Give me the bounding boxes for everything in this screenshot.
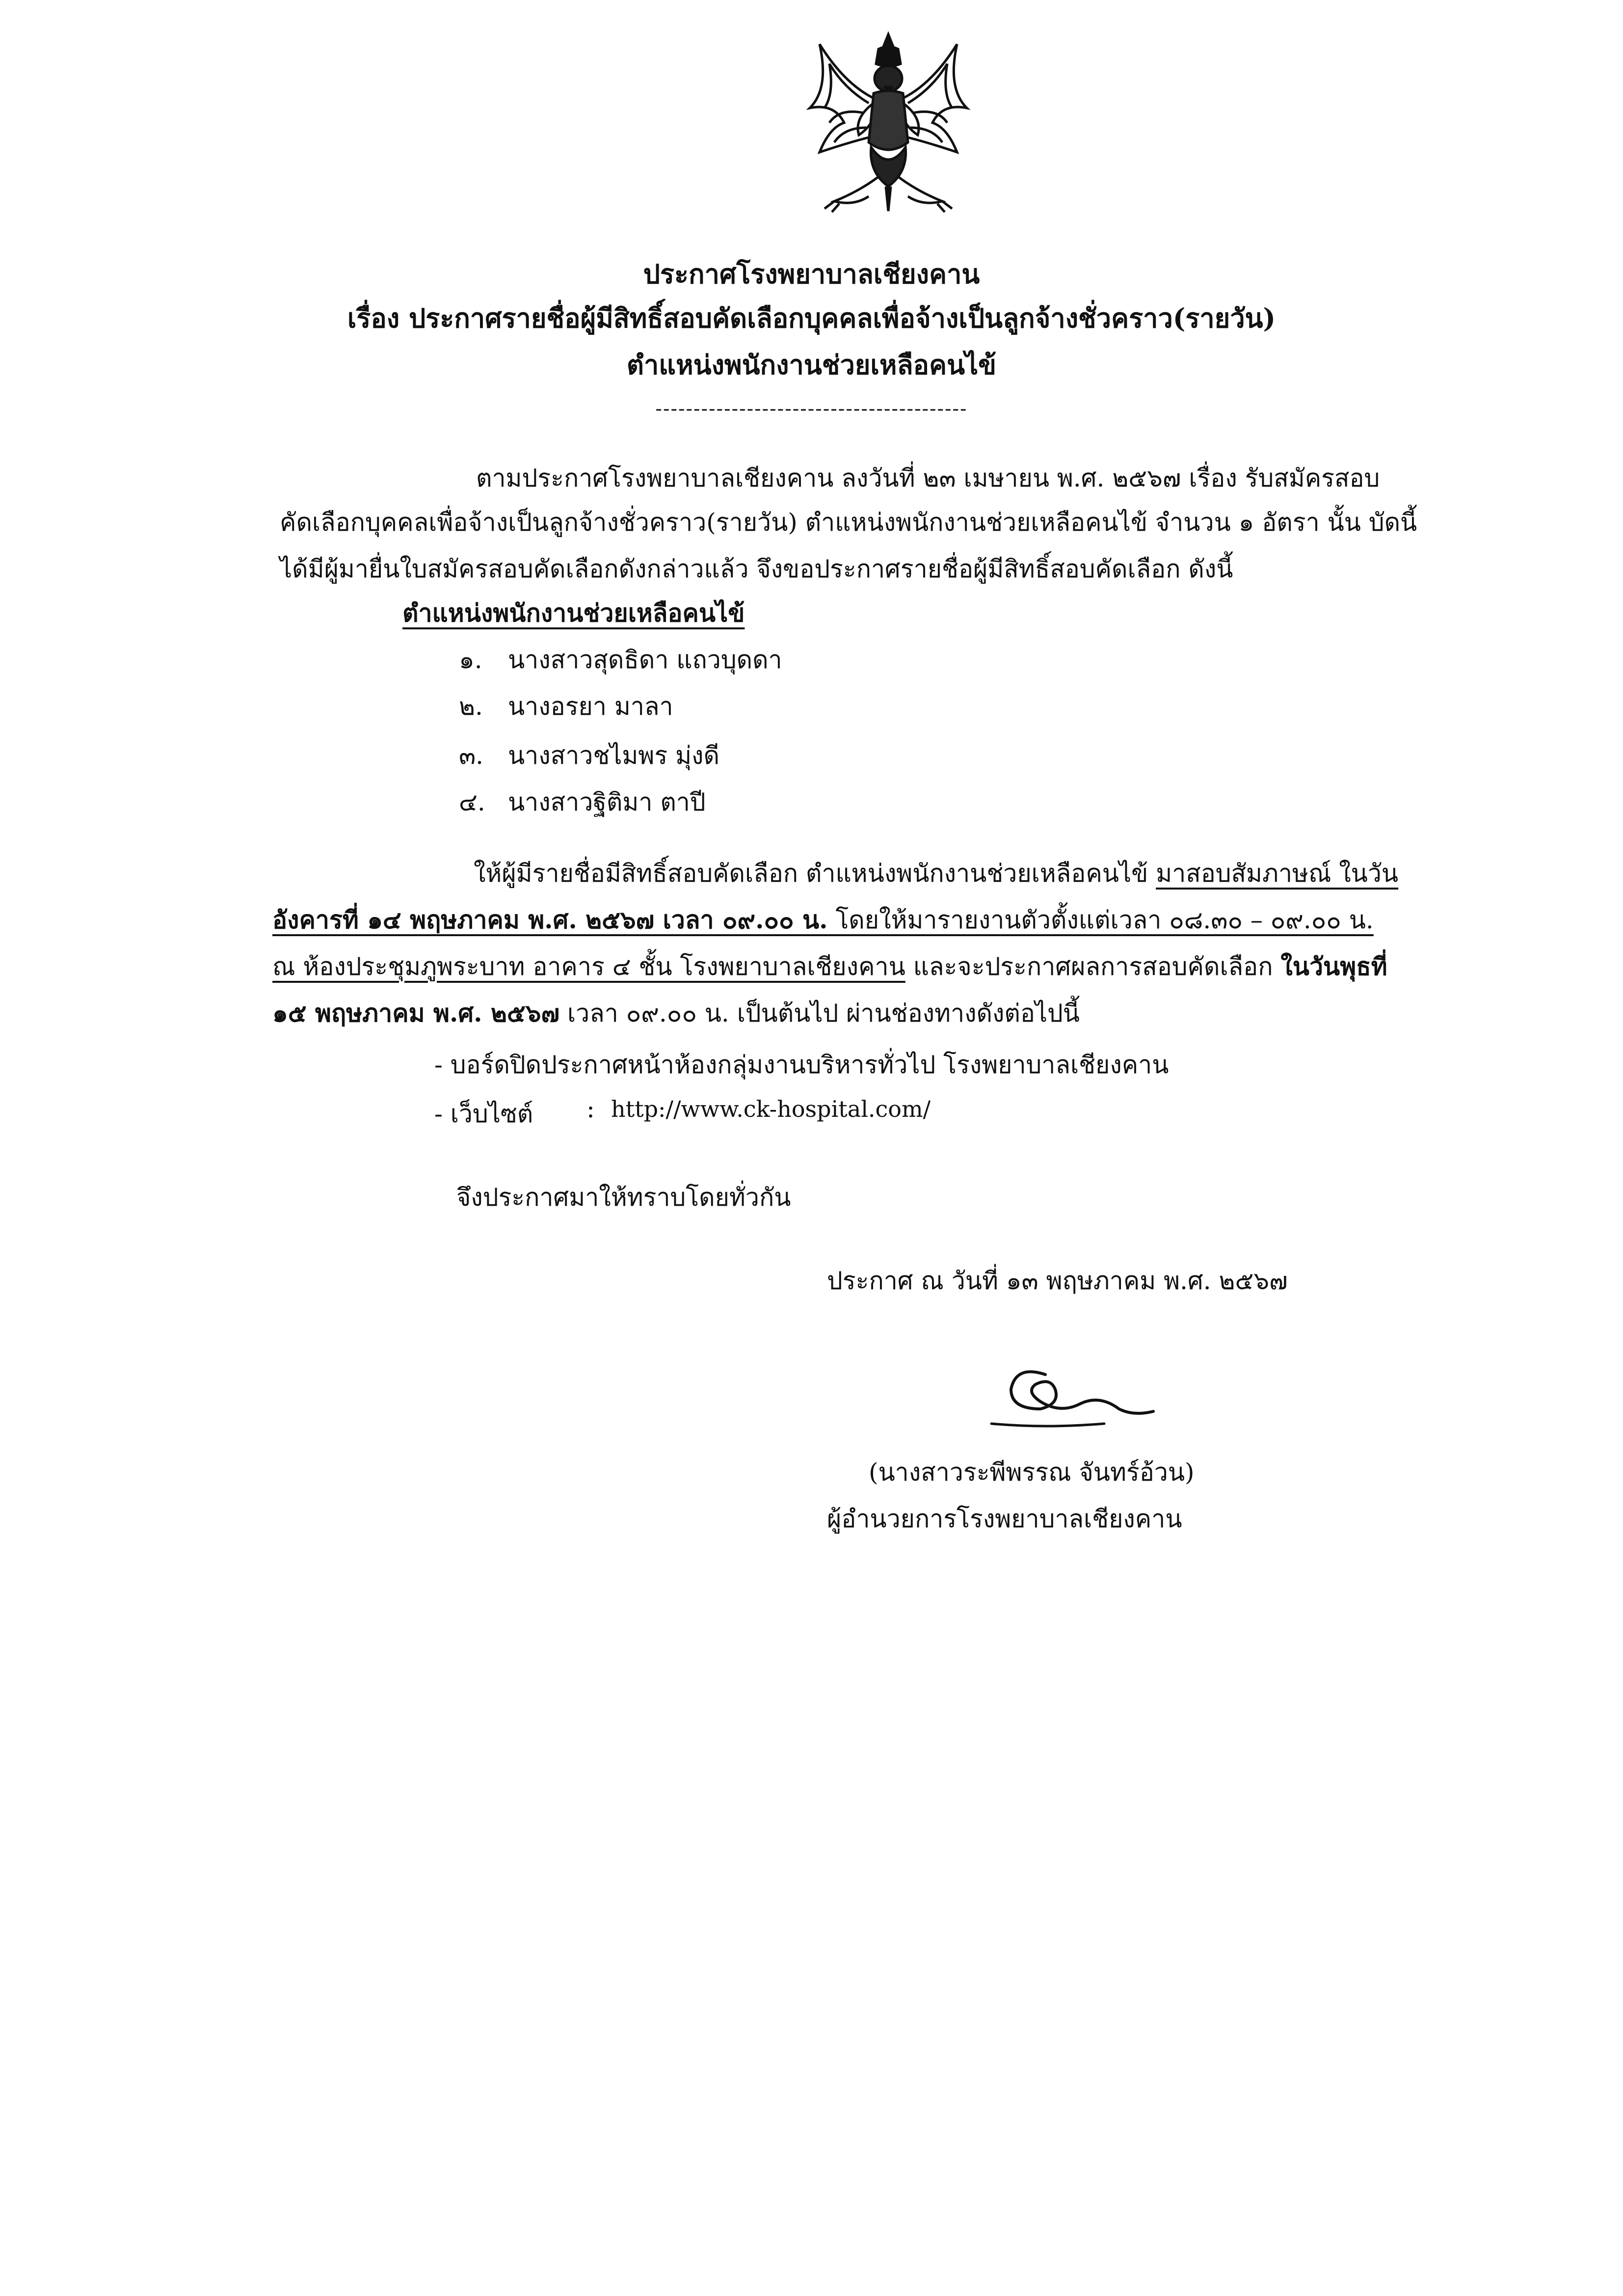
candidate-number: ๔. (459, 788, 485, 816)
paragraph-2-text: ให้ผู้มีรายชื่อมีสิทธิ์สอบคัดเลือก ตำแหน่งพนักงานช่วยเหลือคนไข้ (474, 859, 1156, 888)
interview-date: อังคารที่ ๑๔ พฤษภาคม พ.ศ. ๒๕๖๗ เวลา ๐๙.๐๐ น. (272, 905, 828, 934)
interview-notice: มาสอบสัมภาษณ์ ในวัน (1156, 859, 1399, 888)
channel-board: - บอร์ดปิดประกาศหน้าห้องกลุ่มงานบริหารทั่วไป โรงพยาบาลเชียงคาน (434, 1051, 1169, 1079)
interview-location: ณ ห้องประชุมภูพระบาท อาคาร ๔ ชั้น โรงพยาบาลเชียงคาน (272, 952, 905, 981)
heading-separator: ----------------------------------------- (655, 398, 968, 420)
candidate-number: ๓. (459, 741, 484, 770)
garuda-emblem-icon (800, 29, 977, 216)
candidate-number: ๑. (459, 646, 482, 674)
announcement-date: ประกาศ ณ วันที่ ๑๓ พฤษภาคม พ.ศ. ๒๕๖๗ (827, 1267, 1288, 1295)
heading-line-2: เรื่อง ประกาศรายชื่อผู้มีสิทธิ์สอบคัดเลือกบุคคลเพื่อจ้างเป็นลูกจ้างชั่วคราว(รายวัน) (347, 302, 1276, 334)
candidate-name: นางสาวสุดธิดา แถวบุดดา (508, 646, 782, 674)
position-heading: ตำแหน่งพนักงานช่วยเหลือคนไข้ (402, 598, 745, 627)
candidate-name: นางสาวชไมพร มุ่งดี (508, 741, 719, 770)
paragraph-2-line-2 (272, 901, 1374, 940)
handwritten-signature-icon (986, 1355, 1163, 1443)
signer-name: (นางสาวระพีพรรณ จันทร์อ้วน) (869, 1458, 1195, 1486)
paragraph-2-text: เวลา ๐๙.๐๐ น. เป็นต้นไป ผ่านช่องทางดังต่อไปนี้ (559, 999, 1080, 1027)
closing-text: จึงประกาศมาให้ทราบโดยทั่วกัน (456, 1183, 791, 1212)
candidate-name: นางอรยา มาลา (508, 692, 673, 721)
paragraph-1-line-1: ตามประกาศโรงพยาบาลเชียงคาน ลงวันที่ ๒๓ เมษายน พ.ศ. ๒๕๖๗ เรื่อง รับสมัครสอบ (476, 464, 1380, 492)
signer-title: ผู้อำนวยการโรงพยาบาลเชียงคาน (827, 1505, 1182, 1533)
paragraph-2-line-4 (272, 994, 1080, 1033)
paragraph-1-line-3: ได้มีผู้มายื่นใบสมัครสอบคัดเลือกดังกล่าวแล้ว จึงขอประกาศรายชื่อผู้มีสิทธิ์สอบคัดเลือก ดังนี้ (280, 555, 1233, 583)
candidate-name: นางสาวฐิติมา ตาปี (508, 788, 706, 816)
paragraph-2-text: และจะประกาศผลการสอบคัดเลือก (905, 952, 1281, 981)
candidate-number: ๒. (459, 692, 483, 721)
heading-line-1: ประกาศโรงพยาบาลเชียงคาน (643, 258, 980, 290)
report-time: โดยให้มารายงานตัวตั้งแต่เวลา ๐๘.๓๐ – ๐๙.๐๐ น. (827, 906, 1374, 934)
website-link[interactable]: http://www.ck-hospital.com/ (611, 1096, 931, 1122)
result-day: ในวันพุธที่ (1280, 952, 1387, 981)
channel-website-label: - เว็บไซต์ (434, 1100, 533, 1128)
heading-line-3: ตำแหน่งพนักงานช่วยเหลือคนไข้ (626, 349, 997, 380)
paragraph-2-line-1 (474, 854, 1398, 893)
channel-website-colon: : (586, 1095, 595, 1123)
paragraph-2-line-3 (272, 947, 1387, 986)
paragraph-1-line-2: คัดเลือกบุคคลเพื่อจ้างเป็นลูกจ้างชั่วคราว(รายวัน) ตำแหน่งพนักงานช่วยเหลือคนไข้ จำนวน ๑ อัตรา นั้น บัดนี้ (280, 508, 1417, 537)
result-date: ๑๕ พฤษภาคม พ.ศ. ๒๕๖๗ (272, 999, 560, 1027)
